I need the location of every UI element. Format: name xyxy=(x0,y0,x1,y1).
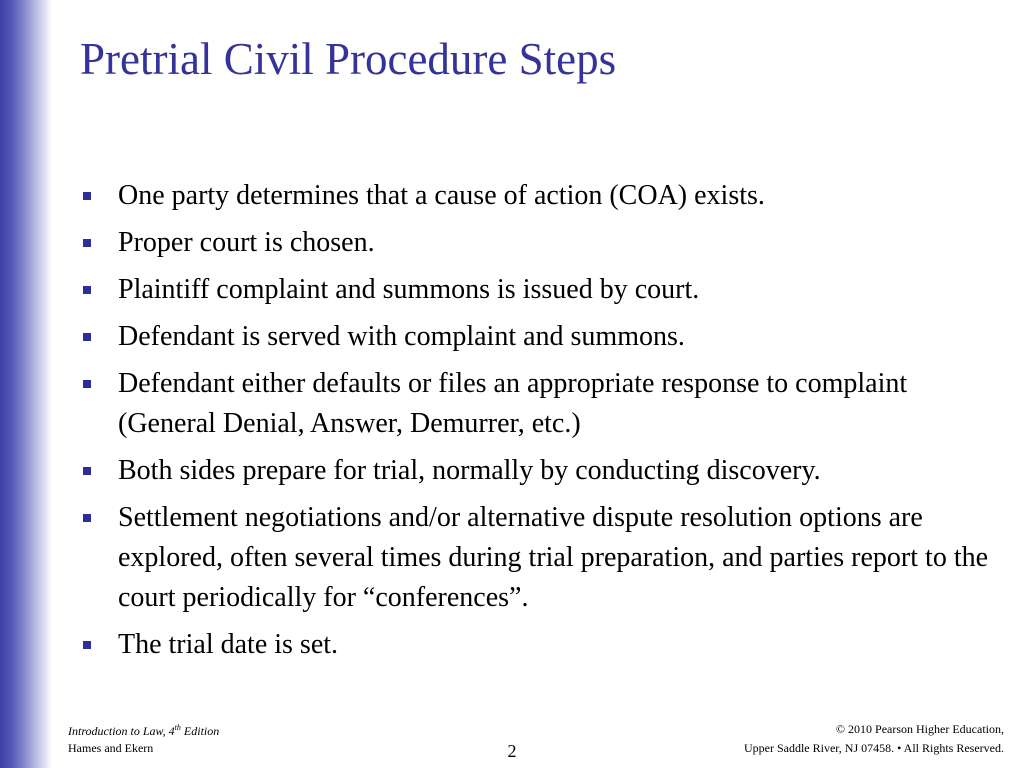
footer-book-info xyxy=(68,723,219,757)
bullet-item-8 xyxy=(80,625,1000,665)
bullet-text: Defendant is served with complaint and summons. xyxy=(118,321,685,352)
bullet-text: Defendant either defaults or files an appropriate response to complaint (General Denial, Answer, Demurrer, etc.) xyxy=(118,368,908,439)
bullet-item-4 xyxy=(80,317,1000,357)
square-bullet-icon xyxy=(83,514,91,522)
footer-book-title: Introduction to Law, 4th Edition xyxy=(68,723,220,738)
square-bullet-icon xyxy=(83,467,91,475)
bullet-item-3 xyxy=(80,270,1000,310)
square-bullet-icon xyxy=(83,239,91,247)
slide-title: Pretrial Civil Procedure Steps xyxy=(80,34,617,84)
square-bullet-icon xyxy=(83,380,91,388)
copyright-line-1: © 2010 Pearson Higher Education, xyxy=(835,722,1004,736)
bullet-text: The trial date is set. xyxy=(118,629,339,660)
bullet-item-6 xyxy=(80,451,1000,491)
bullet-item-1 xyxy=(80,176,1000,216)
side-gradient-bar xyxy=(0,0,52,768)
bullet-text: Plaintiff complaint and summons is issued by court. xyxy=(118,274,700,305)
square-bullet-icon xyxy=(83,641,91,649)
bullet-item-5 xyxy=(80,364,1000,444)
footer-copyright xyxy=(744,720,1004,758)
bullet-list xyxy=(80,176,1000,672)
footer-authors: Hames and Ekern xyxy=(68,741,154,755)
bullet-text: Proper court is chosen. xyxy=(118,227,375,258)
square-bullet-icon xyxy=(83,192,91,200)
page-number: 2 xyxy=(507,741,517,761)
square-bullet-icon xyxy=(83,333,91,341)
bullet-text: Both sides prepare for trial, normally by conducting discovery. xyxy=(118,455,821,486)
bullet-text: Settlement negotiations and/or alternative dispute resolution options are explored, often several times during trial preparation, and parties report to the court periodically for “conferences”. xyxy=(118,502,989,613)
bullet-item-2 xyxy=(80,223,1000,263)
bullet-text: One party determines that a cause of action (COA) exists. xyxy=(118,180,765,211)
copyright-line-2: Upper Saddle River, NJ 07458. • All Rights Reserved. xyxy=(743,741,1004,755)
square-bullet-icon xyxy=(83,286,91,294)
bullet-item-7 xyxy=(80,498,1000,618)
